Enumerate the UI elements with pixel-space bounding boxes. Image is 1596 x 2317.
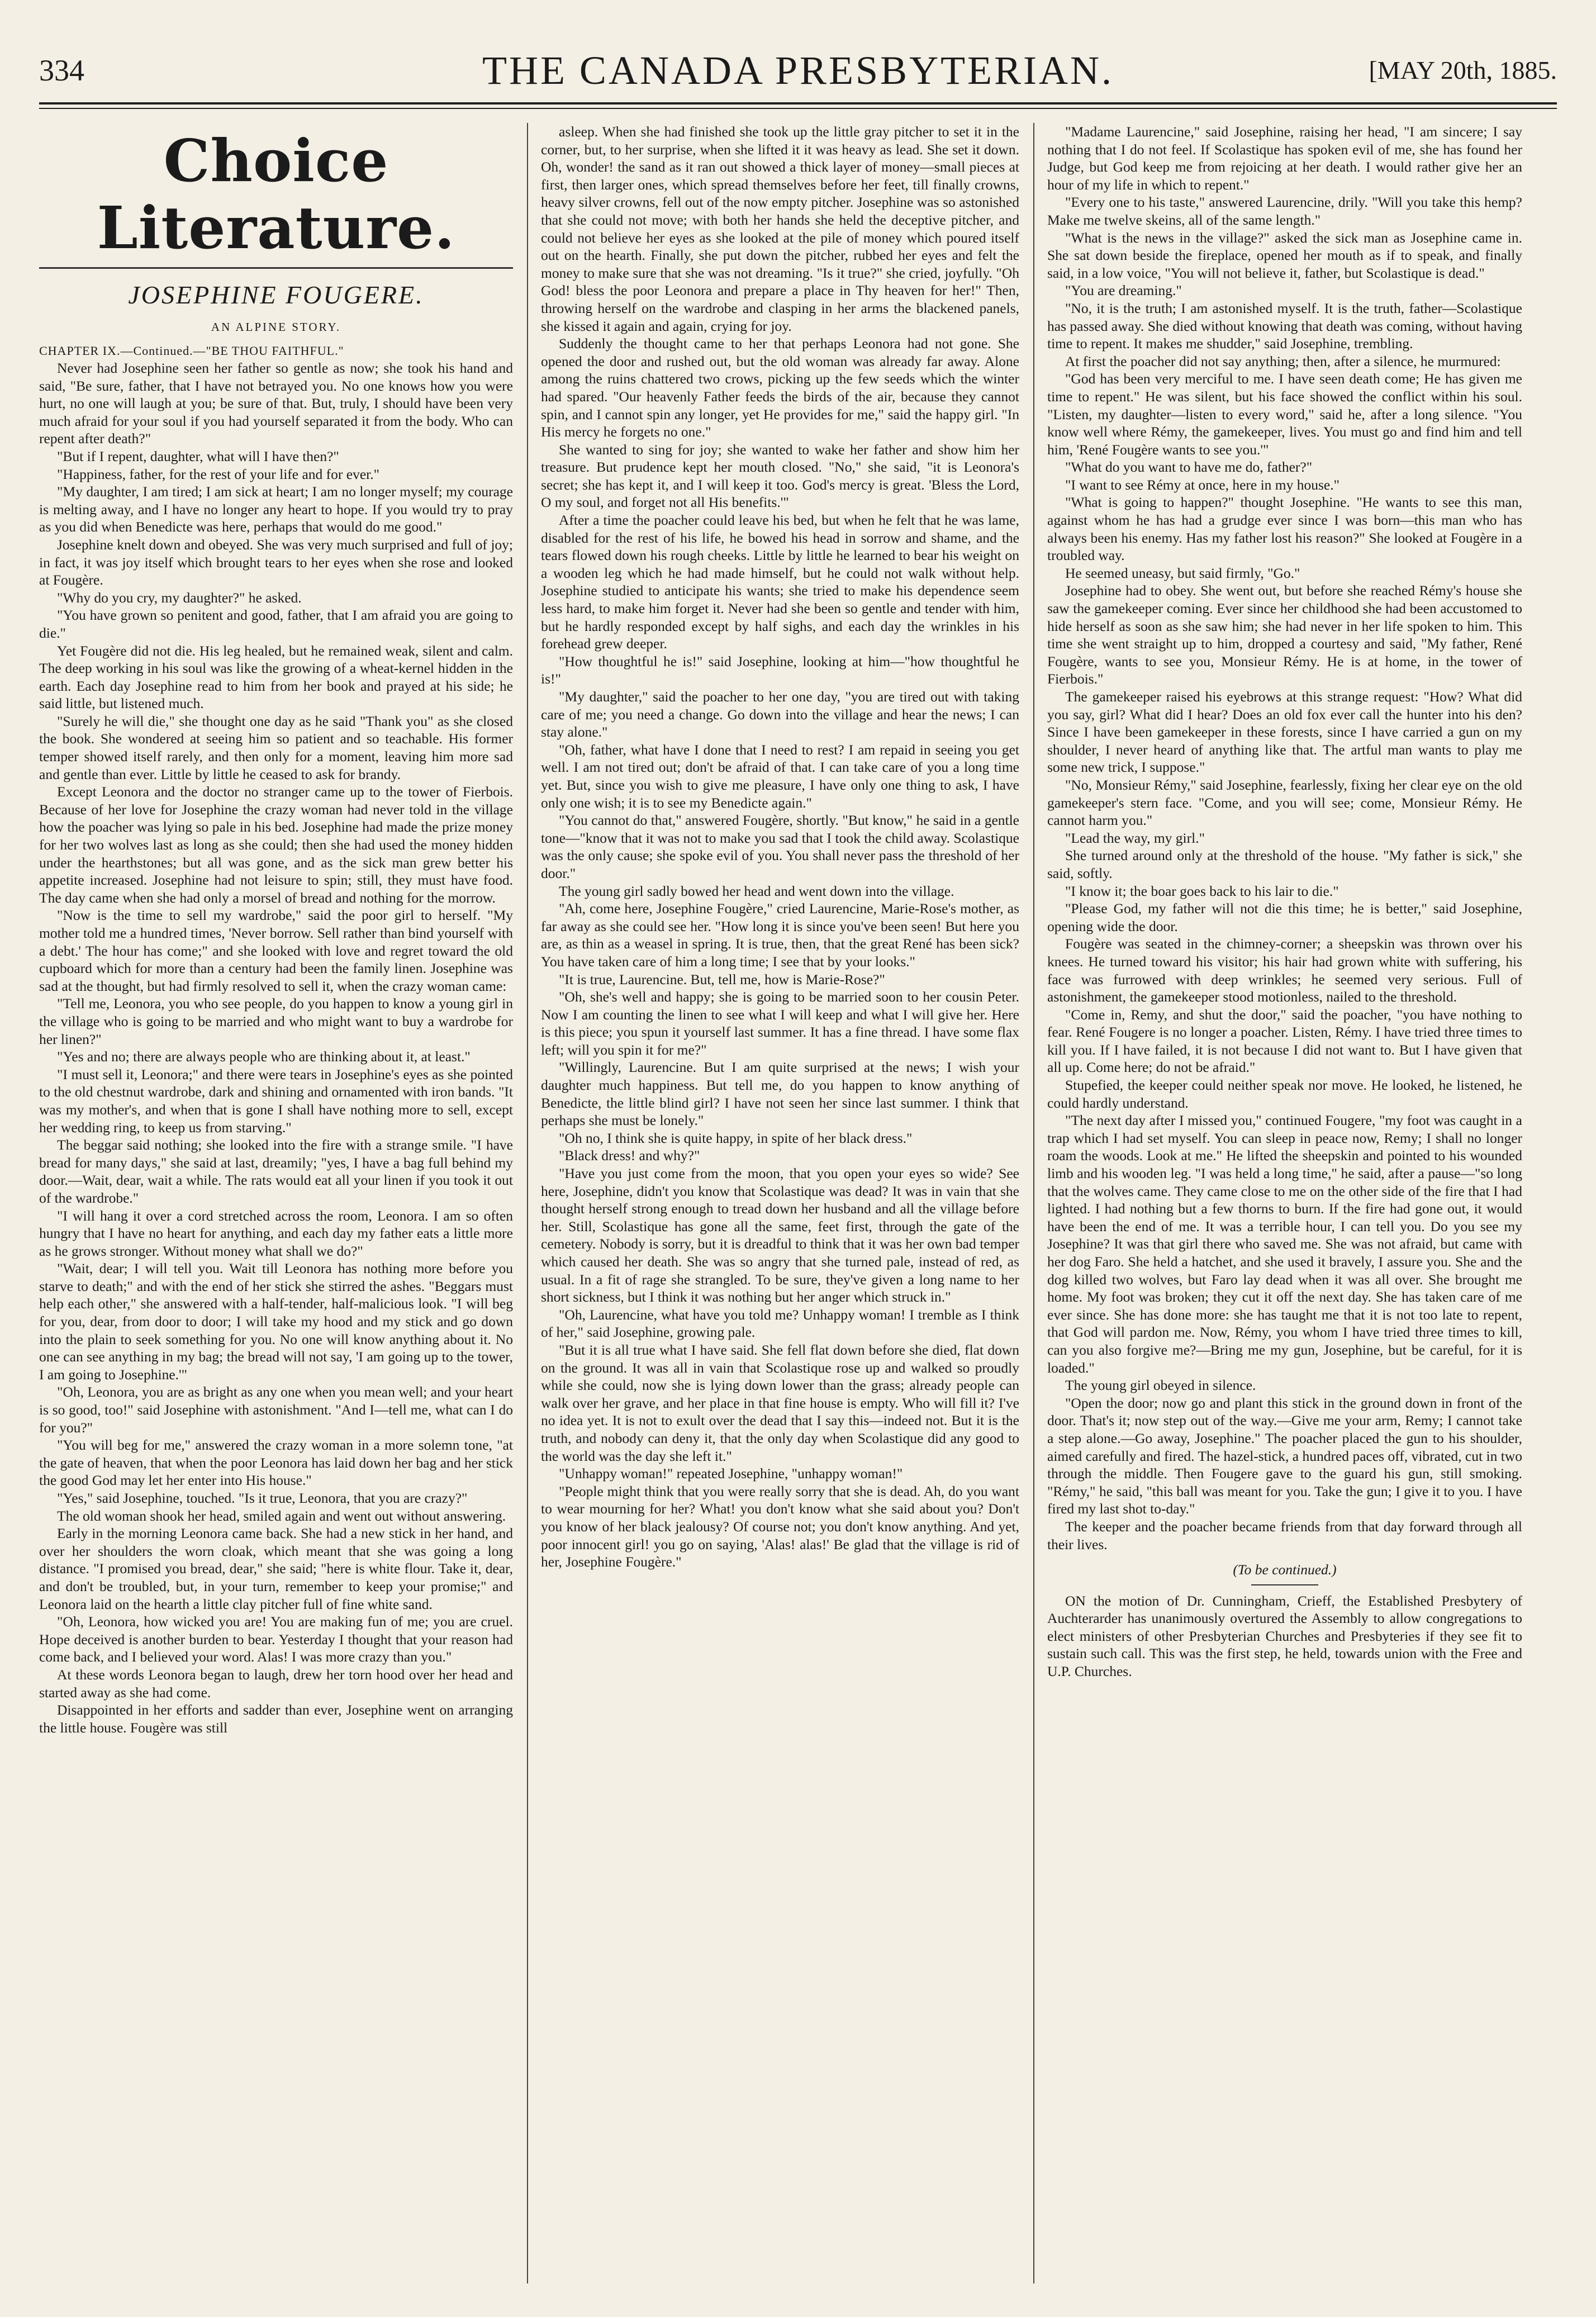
paragraph: "Happiness, father, for the rest of your life and for ever." bbox=[57, 466, 380, 482]
paragraph: "But it is all true what I have said. She fell flat down before she died, flat down on the ground. It was all in vain that Scolastique rose up and walked so proudly while she could, now she is lying down lower than the grass; already people can walk over her grave, and her place in that fine house is empty. Who will fill it? I've no idea yet. It is not to exult over the dead that I say this—indeed not. But it is the truth, and nobody can deny it, that the only day when Scolastique did any good to the world was the day she left it." bbox=[541, 1341, 1019, 1464]
paragraph: "You cannot do that," answered Fougère, shortly. "But know," he said in a gentle tone—"know that it was not to make you sad that I took the child away. Scolastique was the only cause; she spoke evil of you. You shall never pass the threshold of her door." bbox=[541, 812, 1019, 881]
paragraph: "How thoughtful he is!" said Josephine, looking at him—"how thoughtful he is!" bbox=[541, 653, 1019, 687]
story-subtitle: AN ALPINE STORY. bbox=[211, 320, 341, 334]
paragraph: "Why do you cry, my daughter?" he asked. bbox=[57, 589, 302, 606]
paragraph: "No, it is the truth; I am astonished myself. It is the truth, father—Scolastique has passed away. She died without knowing that death was coming, without having time to repent. It makes me shudder," said Josephine, trembling. bbox=[1047, 300, 1522, 352]
paragraph: He seemed uneasy, but said firmly, "Go." bbox=[1065, 564, 1300, 581]
presbytery-note: ON the motion of Dr. Cunningham, Crieff, the Established Presbytery of Auchterarder has unanimously overtured the Assembly to allow congregations to elect ministers of other Presbyterian Churches and Presbyteries if they see fit to sustain such call. This was the first step, he held, towards union with the Free and U.P. Churches. bbox=[1047, 1592, 1522, 1680]
paragraph: "Come in, Remy, and shut the door," said the poacher, "you have nothing to fear. René Fougere is no longer a poacher. Listen, Rémy. I have tried three times to kill you. If I have failed, it is not because I did not want to. But I have given that all up. Come here; do not be afraid." bbox=[1047, 1006, 1522, 1076]
paragraph: "I will hang it over a cord stretched across the room, Leonora. I am so often hungry that I have no heart for anything, and each day my father eats a little more as he grows stronger. Without money what shall we do?" bbox=[39, 1207, 513, 1259]
paragraph: Josephine knelt down and obeyed. She was very much surprised and full of joy; in fact, it was joy itself which brought tears to her eyes when she rose and looked at Fougère. bbox=[39, 536, 513, 588]
paragraph: "My daughter," said the poacher to her one day, "you are tired out with taking care of me; you need a change. Go down into the village and hear the news; I can stay alone." bbox=[541, 689, 1019, 740]
paragraph: "God has been very merciful to me. I have seen death come; He has given me time to repent." He was silent, but his face showed the conflict within his soul. "Listen, my daughter—listen to every word," said he, after a long silence. "You know well where Rémy, the gamekeeper, lives. You must go and find him and tell him, 'René Fougère wants to see you.'" bbox=[1047, 371, 1522, 458]
paragraph: Stupefied, the keeper could neither speak nor move. He looked, he listened, he could hardly understand. bbox=[1047, 1077, 1522, 1111]
paragraph: "I know it; the boar goes back to his lair to die." bbox=[1065, 882, 1339, 899]
column-divider bbox=[1033, 123, 1034, 2283]
paragraph: "Surely he will die," she thought one day as he said "Thank you" as she closed the book. She wondered at seeing him so patient and so teachable. His former temper showed itself rarely, and then only for a moment, leaving him more sad and gentle than ever. Little by little he ceased to ask for brandy. bbox=[39, 713, 513, 782]
paragraph: "Oh, Leonora, how wicked you are! You are making fun of me; you are cruel. Hope deceived is another burden to bear. Yesterday I thought that your reason had come back, and I believed your word. Alas! I was more crazy than you." bbox=[39, 1613, 513, 1665]
column-1-text bbox=[39, 359, 513, 1736]
paragraph: "People might think that you were really sorry that she is dead. Ah, do you want to wear mourning for her? What! you don't know what she said about you? Don't you know of her black jealousy? Of course not; you don't know anything. And yet, poor innocent girl! you go on saying, 'Alas! alas!' Be glad that the village is rid of her, Josephine Fougère." bbox=[541, 1483, 1019, 1570]
paragraph: "Lead the way, my girl." bbox=[1065, 829, 1205, 846]
divider-rule bbox=[1251, 1584, 1318, 1585]
paragraph: "Willingly, Laurencine. But I am quite surprised at the news; I wish your daughter much happiness. But tell me, do you happen to know anything of Benedicte, the little blind girl? I have not seen her since last summer. I think that perhaps she must be lonely." bbox=[541, 1059, 1019, 1129]
paragraph: "Ah, come here, Josephine Fougère," cried Laurencine, Marie-Rose's mother, as far away as she could see her. "How long it is since you've been seen! But here you are, as thin as a weasel in spring. It is true, then, that the great René has been sick? You have taken care of him a long time; I see that by your looks." bbox=[541, 900, 1019, 970]
paragraph: The young girl sadly bowed her head and went down into the village. bbox=[559, 882, 954, 899]
paragraph: "You are dreaming." bbox=[1065, 282, 1182, 299]
paragraph: "Oh no, I think she is quite happy, in spite of her black dress." bbox=[559, 1129, 913, 1146]
paragraph: After a time the poacher could leave his bed, but when he felt that he was lame, disabled for the rest of his life, he bowed his head in sorrow and shame, and the tears flowed down his rough cheeks. Little by little he learned to bear his weight on a wooden leg which he had made himself, but he could not walk without help. Josephine studied to anticipate his wants; she tried to make his dependence seem less hard, to make him forget it. Never had she been so gentle and tender with him, but he hardly responded except by half sighs, and each day the wrinkles in his forehead grew deeper. bbox=[541, 512, 1019, 652]
paragraph: "Madame Laurencine," said Josephine, raising her head, "I am sincere; I say nothing that I do not feel. If Scolastique has spoken evil of me, she has found her Judge, but God keep me from rejoicing at her death. I would rather give her an hour of my life in which to repent." bbox=[1047, 124, 1522, 193]
paragraph: "What is the news in the village?" asked the sick man as Josephine came in. She sat down beside the fireplace, opened her mouth as if to speak, and finally said, in a low voice, "You will not believe it, father, but Scolastique is dead." bbox=[1047, 229, 1522, 281]
paragraph: Fougère was seated in the chimney-corner; a sheepskin was thrown over his knees. He turned toward his visitor; his hair had grown white with suffering, his face was furrowed with deep wrinkles; he seemed very serious. Full of astonishment, the gamekeeper stood motionless, nailed to the threshold. bbox=[1047, 936, 1522, 1005]
column-3 bbox=[1047, 123, 1522, 2289]
paragraph: "Yes and no; there are always people who are thinking about it, at least." bbox=[57, 1048, 471, 1065]
story-title: JOSEPHINE FOUGERE. bbox=[128, 281, 424, 309]
paragraph: She wanted to sing for joy; she wanted to wake her father and show him her treasure. But prudence kept her mouth closed. "No," she said, "it is Leonora's secret; she has kept it, and I will keep it too. God's mercy is great. 'Bless the Lord, O my soul, and forget not all His benefits.'" bbox=[541, 441, 1019, 511]
paragraph: The young girl obeyed in silence. bbox=[1065, 1377, 1256, 1394]
paragraph: "But if I repent, daughter, what will I have then?" bbox=[57, 448, 339, 464]
paragraph: "Have you just come from the moon, that you open your eyes so wide? See here, Josephine, didn't you know that Scolastique was dead? It was in vain that she thought herself strong enough to tread down her husband and all the village before her. Still, Scolastique has gone all the same, feet first, through the gate of the cemetery. Nobody is sorry, but it is dreadful to think that it was her own bad temper which caused her death. She was so angry that she turned pale, instead of red, as usual. In a fit of rage she strangled. To be sure, they've given a long name to her short sickness, but I think it was nothing but her anger which struck in." bbox=[541, 1165, 1019, 1305]
paragraph: The beggar said nothing; she looked into the fire with a strange smile. "I have bread for many days," she said at last, dreamily; "yes, I have a bag full behind my door.—Wait, dear, wait a while. The rats would eat all your linen if you took it out of the wardrobe." bbox=[39, 1137, 513, 1206]
to-be-continued: (To be continued.) bbox=[1233, 1561, 1337, 1578]
paragraph: "Now is the time to sell my wardrobe," said the poor girl to herself. "My mother told me a hundred times, 'Never borrow. Sell rather than bind yourself with a debt.' The hour has come;" and she looked with love and regret toward the old cupboard which for more than a century had been the family linen. Josephine was sad at the thought, but had firmly resolved to sell it, when the crazy woman came: bbox=[39, 907, 513, 994]
paragraph: Except Leonora and the doctor no stranger came up to the tower of Fierbois. Because of her love for Josephine the crazy woman had never told in the village how the poacher was lying so pale in his bed. Josephine had made the prize money for her two wolves last as long as she could; then she had used the money hidden under the hearthstones; but all was gone, and as the sick man grew better his appetite increased. Josephine had not leisure to spin; still, they must have food. The day came when she had only a morsel of bread and nothing for the morrow. bbox=[39, 784, 513, 906]
column-3-text bbox=[1047, 123, 1522, 1553]
paragraph: At first the poacher did not say anything; then, after a silence, he murmured: bbox=[1065, 353, 1501, 369]
paragraph: "Wait, dear; I will tell you. Wait till Leonora has nothing more before you starve to death;" and with the end of her stick she stirred the ashes. "Beggars must help each other," she answered with a half-tender, half-malicious look. "I will beg for you, dear, from door to door; I will take my hood and my stick and go down into the plain to seek something for you. No one will know anything about it. No one can see anything in my bag; the bread will not say, 'I am going up to the tower, I am going to Josephine.'" bbox=[39, 1260, 513, 1383]
paragraph: Never had Josephine seen her father so gentle as now; she took his hand and said, "Be sure, father, that I have not betrayed you. No one knows how you were hurt, no one will laugh at you; be sure of that. But, truly, I should have been very much afraid for your soul if you had yourself separated it from the body. Who can repent after death?" bbox=[39, 360, 513, 447]
paragraph: "Unhappy woman!" repeated Josephine, "unhappy woman!" bbox=[559, 1465, 903, 1482]
paragraph: "The next day after I missed you," continued Fougere, "my foot was caught in a trap which I had set myself. You can sleep in peace now, Remy; I shall no longer roam the woods. Look at me." He lifted the sheepskin and pointed to his wounded limb and his wooden leg. "I was held a long time," he said, after a pause—"so long that the wolves came. They came close to me on the other side of the fire that I had lighted. I had nothing but a few thorns to burn. If the fire had gone out, it would have been the end of me. It was a terrible hour, I can tell you. Do you see my Josephine? It was that girl there who saved me. She was not afraid, but came with her dog Faro. She held a hatchet, and she used it bravely, I assure you. She and the dog killed two wolves, but Faro lay dead when it was all over. She brought me home. My foot was broken; they cut it off the next day. She has taken care of me ever since. She has done more: she has taught me that it is not too late to repent, that God will pardon me. Now, Rémy, you whom I have tried three times to kill, can you also forgive me?—Bring me my gun, Josephine, but be careful, for it is loaded." bbox=[1047, 1112, 1522, 1376]
paragraph: "Oh, Leonora, you are as bright as any one when you mean well; and your heart is so good, too!" said Josephine with astonishment. "And I—tell me, what can I do for you?" bbox=[39, 1384, 513, 1436]
section-heading: Choice Literature. bbox=[97, 126, 455, 262]
paragraph: "You will beg for me," answered the crazy woman in a more solemn tone, "at the gate of heaven, that when the poor Leonora has laid down her bag and her stick the good God may let her enter into His house." bbox=[39, 1437, 513, 1489]
paragraph: "Black dress! and why?" bbox=[559, 1147, 700, 1164]
paragraph: "No, Monsieur Rémy," said Josephine, fearlessly, fixing her clear eye on the old gamekeeper's stern face. "Come, and you will see; come, Monsieur Rémy. He cannot harm you." bbox=[1047, 776, 1522, 829]
issue-date: [MAY 20th, 1885. bbox=[1369, 56, 1557, 84]
column-2 bbox=[541, 123, 1019, 2289]
paragraph: "It is true, Laurencine. But, tell me, how is Marie-Rose?" bbox=[559, 971, 885, 987]
paragraph: The gamekeeper raised his eyebrows at this strange request: "How? What did you say, girl? What did I hear? Does an old fox ever call the hunter into his den? Since I have been gamekeeper in these forests, since I have carried a gun on my shoulder, I never heard of anything like that. The artful man wants to play me some new trick, I suppose." bbox=[1047, 689, 1522, 776]
paragraph: "Tell me, Leonora, you who see people, do you happen to know a young girl in the village who is going to be married and who might want to buy a wardrobe for her linen?" bbox=[39, 995, 513, 1047]
paragraph: "Oh, she's well and happy; she is going to be married soon to her cousin Peter. Now I am counting the linen to see what I will keep and what I will give her. Here is this piece; you spun it yourself last summer. It has a fine thread. I have some flax left; will you spin it for me?" bbox=[541, 989, 1019, 1058]
chapter-heading: CHAPTER IX.—Continued.—"BE THOU FAITHFUL." bbox=[39, 344, 344, 358]
paragraph: "I must sell it, Leonora;" and there were tears in Josephine's eyes as she pointed to the old chestnut wardrobe, dark and shining and ornamented with iron bands. "It was my mother's, and when that is gone I shall have nothing more to sell, except her wedding ring, to keep us from starving." bbox=[39, 1066, 513, 1136]
masthead bbox=[39, 31, 1557, 115]
column-1 bbox=[39, 123, 513, 2289]
paragraph: "Open the door; now go and plant this stick in the ground down in front of the door. That's it; now step out of the way.—Give me your arm, Remy; I cannot take a step alone.—Go away, Josephine." The poacher placed the gun to his shoulder, aimed carefully and fired. The hazel-stick, a hundred paces off, vibrated, cut in two through the middle. Then Fougere gave to the guard his gun, still smoking. "Rémy," he said, "this ball was meant for you. Take the gun; I give it to you. I have fired my last shot to-day." bbox=[1047, 1394, 1522, 1517]
paragraph: The old woman shook her head, smiled again and went out without answering. bbox=[57, 1507, 506, 1524]
paragraph: Josephine had to obey. She went out, but before she reached Rémy's house she saw the gamekeeper coming. Ever since her childhood she had been accustomed to hide herself as soon as she saw him; she had never in her life spoken to him. This time she went straight up to him, dropped a courtesy and said, "My father, René Fougère, wants to see you, Monsieur Rémy. He is at home, in the tower of Fierbois." bbox=[1047, 582, 1522, 687]
newspaper-title: THE CANADA PRESBYTERIAN. bbox=[482, 48, 1114, 93]
paragraph: Suddenly the thought came to her that perhaps Leonora had not gone. She opened the door and rushed out, but the old woman was already far away. Alone among the ruins chattered two crows, picking up the few seeds which the winter had spared. "Our heavenly Father feeds the birds of the air, because they cannot spin, and I cannot spin any longer, yet He provides for me," said the happy girl. "In His mercy he forgets no one." bbox=[541, 335, 1019, 440]
paragraph: She turned around only at the threshold of the house. "My father is sick," she said, softly. bbox=[1047, 847, 1522, 881]
paragraph: "I want to see Rémy at once, here in my house." bbox=[1065, 476, 1340, 493]
paragraph: "Oh, father, what have I done that I need to rest? I am repaid in seeing you get well. I am not tired out; don't be afraid of that. I can take care of you a long time yet. But, since you wish to give me pleasure, I have only one thing to ask, I have only one wish; it is to see my Benedicte again." bbox=[541, 741, 1019, 811]
column-2-text bbox=[541, 123, 1019, 1571]
paragraph: "My daughter, I am tired; I am sick at heart; I am no longer myself; my courage is melting away, and I have no longer any heart to hope. If you would try to pray as you did when Benedicte was here, perhaps that would do me good." bbox=[39, 483, 513, 535]
paragraph: asleep. When she had finished she took up the little gray pitcher to set it in the corner, but, to her surprise, when she lifted it it was heavy as lead. She set it down. Oh, wonder! the sand as it ran out showed a thick layer of money—small pieces at first, then larger ones, which spread themselves before her feet, till finally crowns, heavy silver crowns, fell out of the now empty pitcher. Josephine was so astonished that she could not move; with both her hands she held the deceptive pitcher, and could not believe her eyes as she looked at the pile of money which poured itself out on the hearth. Finally, she put down the pitcher, rubbed her eyes and felt the money to make sure that she was not dreaming. "Is it true?" she cried, joyfully. "Oh God! bless the poor Leonora and prepare a place in Thy heaven for her!" Then, throwing herself on the wardrobe and clasping in her arms the blackened panels, she kissed it again and again, crying for joy. bbox=[541, 124, 1019, 334]
section-rule bbox=[39, 267, 513, 269]
masthead-rule-thin bbox=[39, 108, 1557, 109]
paragraph: "What is going to happen?" thought Josephine. "He wants to see this man, against whom he has had a grudge ever since I was born—this man who has always been his enemy. Has my father lost his reason?" She looked at Fougère in a troubled way. bbox=[1047, 494, 1522, 564]
paragraph: Yet Fougère did not die. His leg healed, but he remained weak, silent and calm. The deep working in his soul was like the growing of a wheat-kernel hidden in the earth. Each day Josephine read to him from her book and prayed at his side; he said little, but listened much. bbox=[39, 642, 513, 712]
paragraph: Early in the morning Leonora came back. She had a new stick in her hand, and over her shoulders the worn cloak, which meant that she was going a long distance. "I promised you bread, dear," she said; "here is white flour. Take it, dear, and don't be troubled, but, in your turn, remember to keep your promise;" and Leonora laid on the hearth a little clay pitcher full of fine white sand. bbox=[39, 1525, 513, 1612]
paragraph: At these words Leonora began to laugh, drew her torn hood over her head and started away as she had come. bbox=[39, 1666, 513, 1701]
paragraph: "Every one to his taste," answered Laurencine, drily. "Will you take this hemp? Make me twelve skeins, all of the same length." bbox=[1047, 194, 1522, 228]
masthead-rule bbox=[39, 102, 1557, 105]
paragraph: Disappointed in her efforts and sadder than ever, Josephine went on arranging the little house. Fougère was still bbox=[39, 1702, 513, 1736]
paragraph: "Please God, my father will not die this time; he is better," said Josephine, opening wide the door. bbox=[1047, 900, 1522, 934]
paragraph: "Yes," said Josephine, touched. "Is it true, Leonora, that you are crazy?" bbox=[57, 1490, 468, 1506]
paragraph: "You have grown so penitent and good, father, that I am afraid you are going to die." bbox=[39, 607, 513, 641]
paragraph: "Oh, Laurencine, what have you told me? Unhappy woman! I tremble as I think of her," said Josephine, growing pale. bbox=[541, 1306, 1019, 1341]
column-divider bbox=[527, 123, 528, 2283]
page-number: 334 bbox=[39, 54, 84, 87]
paragraph: "What do you want to have me do, father?" bbox=[1065, 459, 1313, 476]
paragraph: The keeper and the poacher became friends from that day forward through all their lives. bbox=[1047, 1518, 1522, 1552]
